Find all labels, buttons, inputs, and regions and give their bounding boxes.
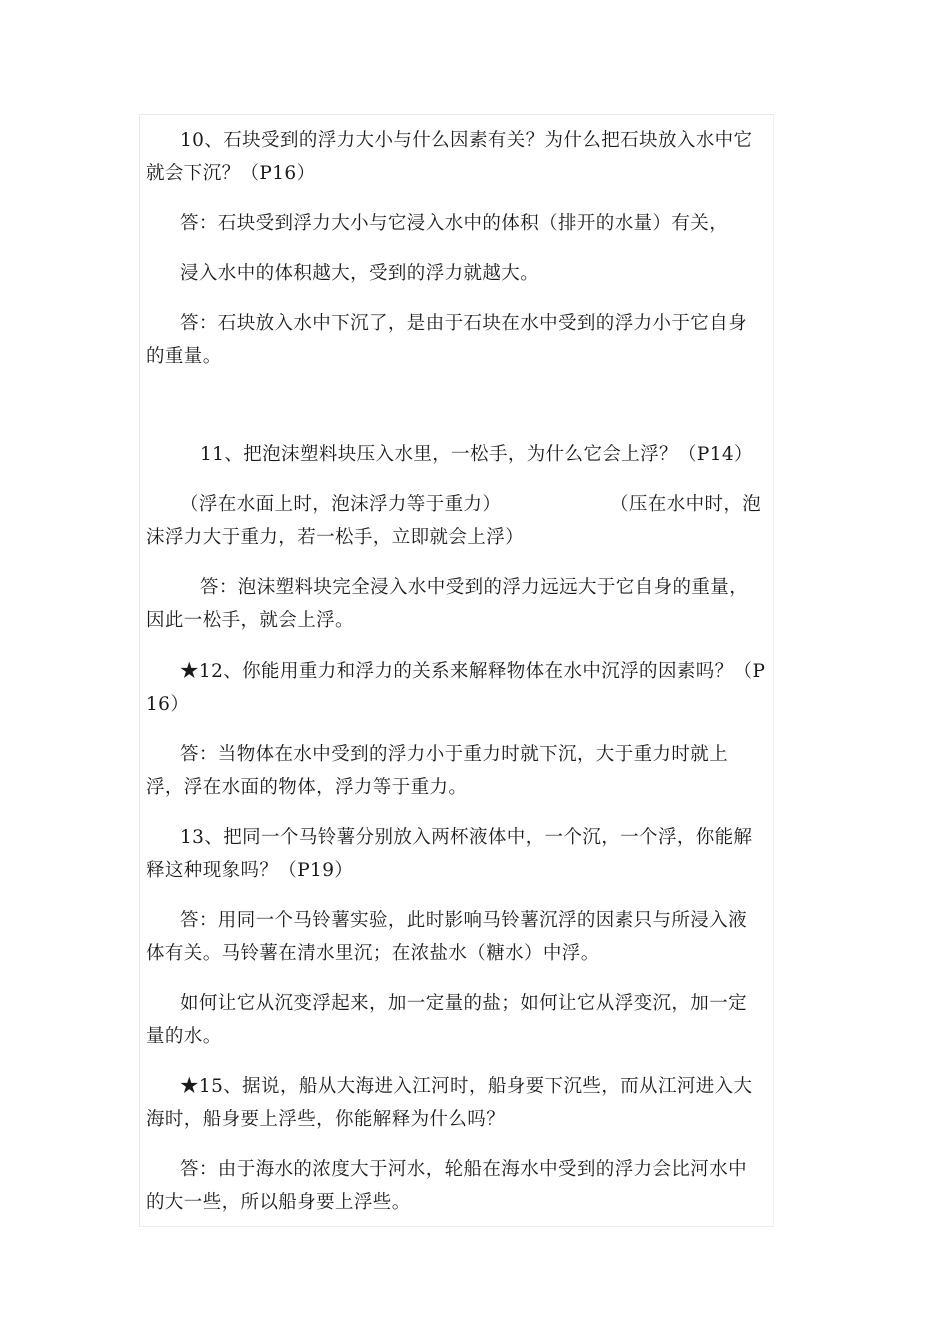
q15-line-1: ★15、据说，船从大海进入江河时，船身要下沉些，而从江河进入大 (180, 1076, 753, 1097)
a10-line-1: 答：石块受到浮力大小与它浸入水中的体积（排开的水量）有关， (180, 213, 729, 234)
a11-line-2: 因此一松手，就会上浮。 (146, 610, 354, 631)
a12-line-2: 浮，浮在水面的物体，浮力等于重力。 (146, 777, 468, 798)
q10-line-2: 就会下沉？（P16） (146, 163, 316, 184)
a15-line-1: 答：由于海水的浓度大于河水，轮船在海水中受到的浮力会比河水中 (180, 1159, 748, 1180)
a11-line-1: 答：泡沫塑料块完全浸入水中受到的浮力远远大于它自身的重量， (200, 577, 749, 598)
a13-line-1: 答：用同一个马铃薯实验，此时影响马铃薯沉浮的因素只与所浸入液 (180, 910, 748, 931)
q13-line-1: 13、把同一个马铃薯分别放入两杯液体中，一个沉，一个浮，你能解 (180, 827, 753, 848)
a15-line-2: 的大一些，所以船身要上浮些。 (146, 1192, 411, 1213)
a13b-line-1: 如何让它从沉变浮起来，加一定量的盐；如何让它从浮变沉，加一定 (180, 993, 748, 1014)
a13b-line-2: 量的水。 (146, 1026, 222, 1047)
q11-line-1: 11、把泡沫塑料块压入水里，一松手，为什么它会上浮？（P14） (200, 444, 753, 465)
note11-line-2: 沫浮力大于重力，若一松手，立即就会上浮） (146, 527, 525, 548)
q12-line-2: 16） (146, 694, 190, 715)
q13-line-2: 释这种现象吗？（P19） (146, 860, 354, 881)
a10b-line-1: 答：石块放入水中下沉了，是由于石块在水中受到的浮力小于它自身 (180, 313, 748, 334)
note11-left: （浮在水面上时，泡沫浮力等于重力） (180, 494, 502, 515)
q12-line-1: ★12、你能用重力和浮力的关系来解释物体在水中沉浮的因素吗？（P (180, 661, 766, 682)
a12-line-1: 答：当物体在水中受到的浮力小于重力时就下沉，大于重力时就上 (180, 744, 729, 765)
q15-line-2: 海时，船身要上浮些，你能解释为什么吗？ (146, 1109, 506, 1130)
a10b-line-2: 的重量。 (146, 346, 222, 367)
q10-line-1: 10、石块受到的浮力大小与什么因素有关？为什么把石块放入水中它 (180, 130, 753, 151)
a13-line-2: 体有关。马铃薯在清水里沉；在浓盐水（糖水）中浮。 (146, 943, 600, 964)
note11-right: （压在水中时，泡 (610, 494, 762, 515)
a10-line-2: 浸入水中的体积越大，受到的浮力就越大。 (180, 263, 540, 284)
